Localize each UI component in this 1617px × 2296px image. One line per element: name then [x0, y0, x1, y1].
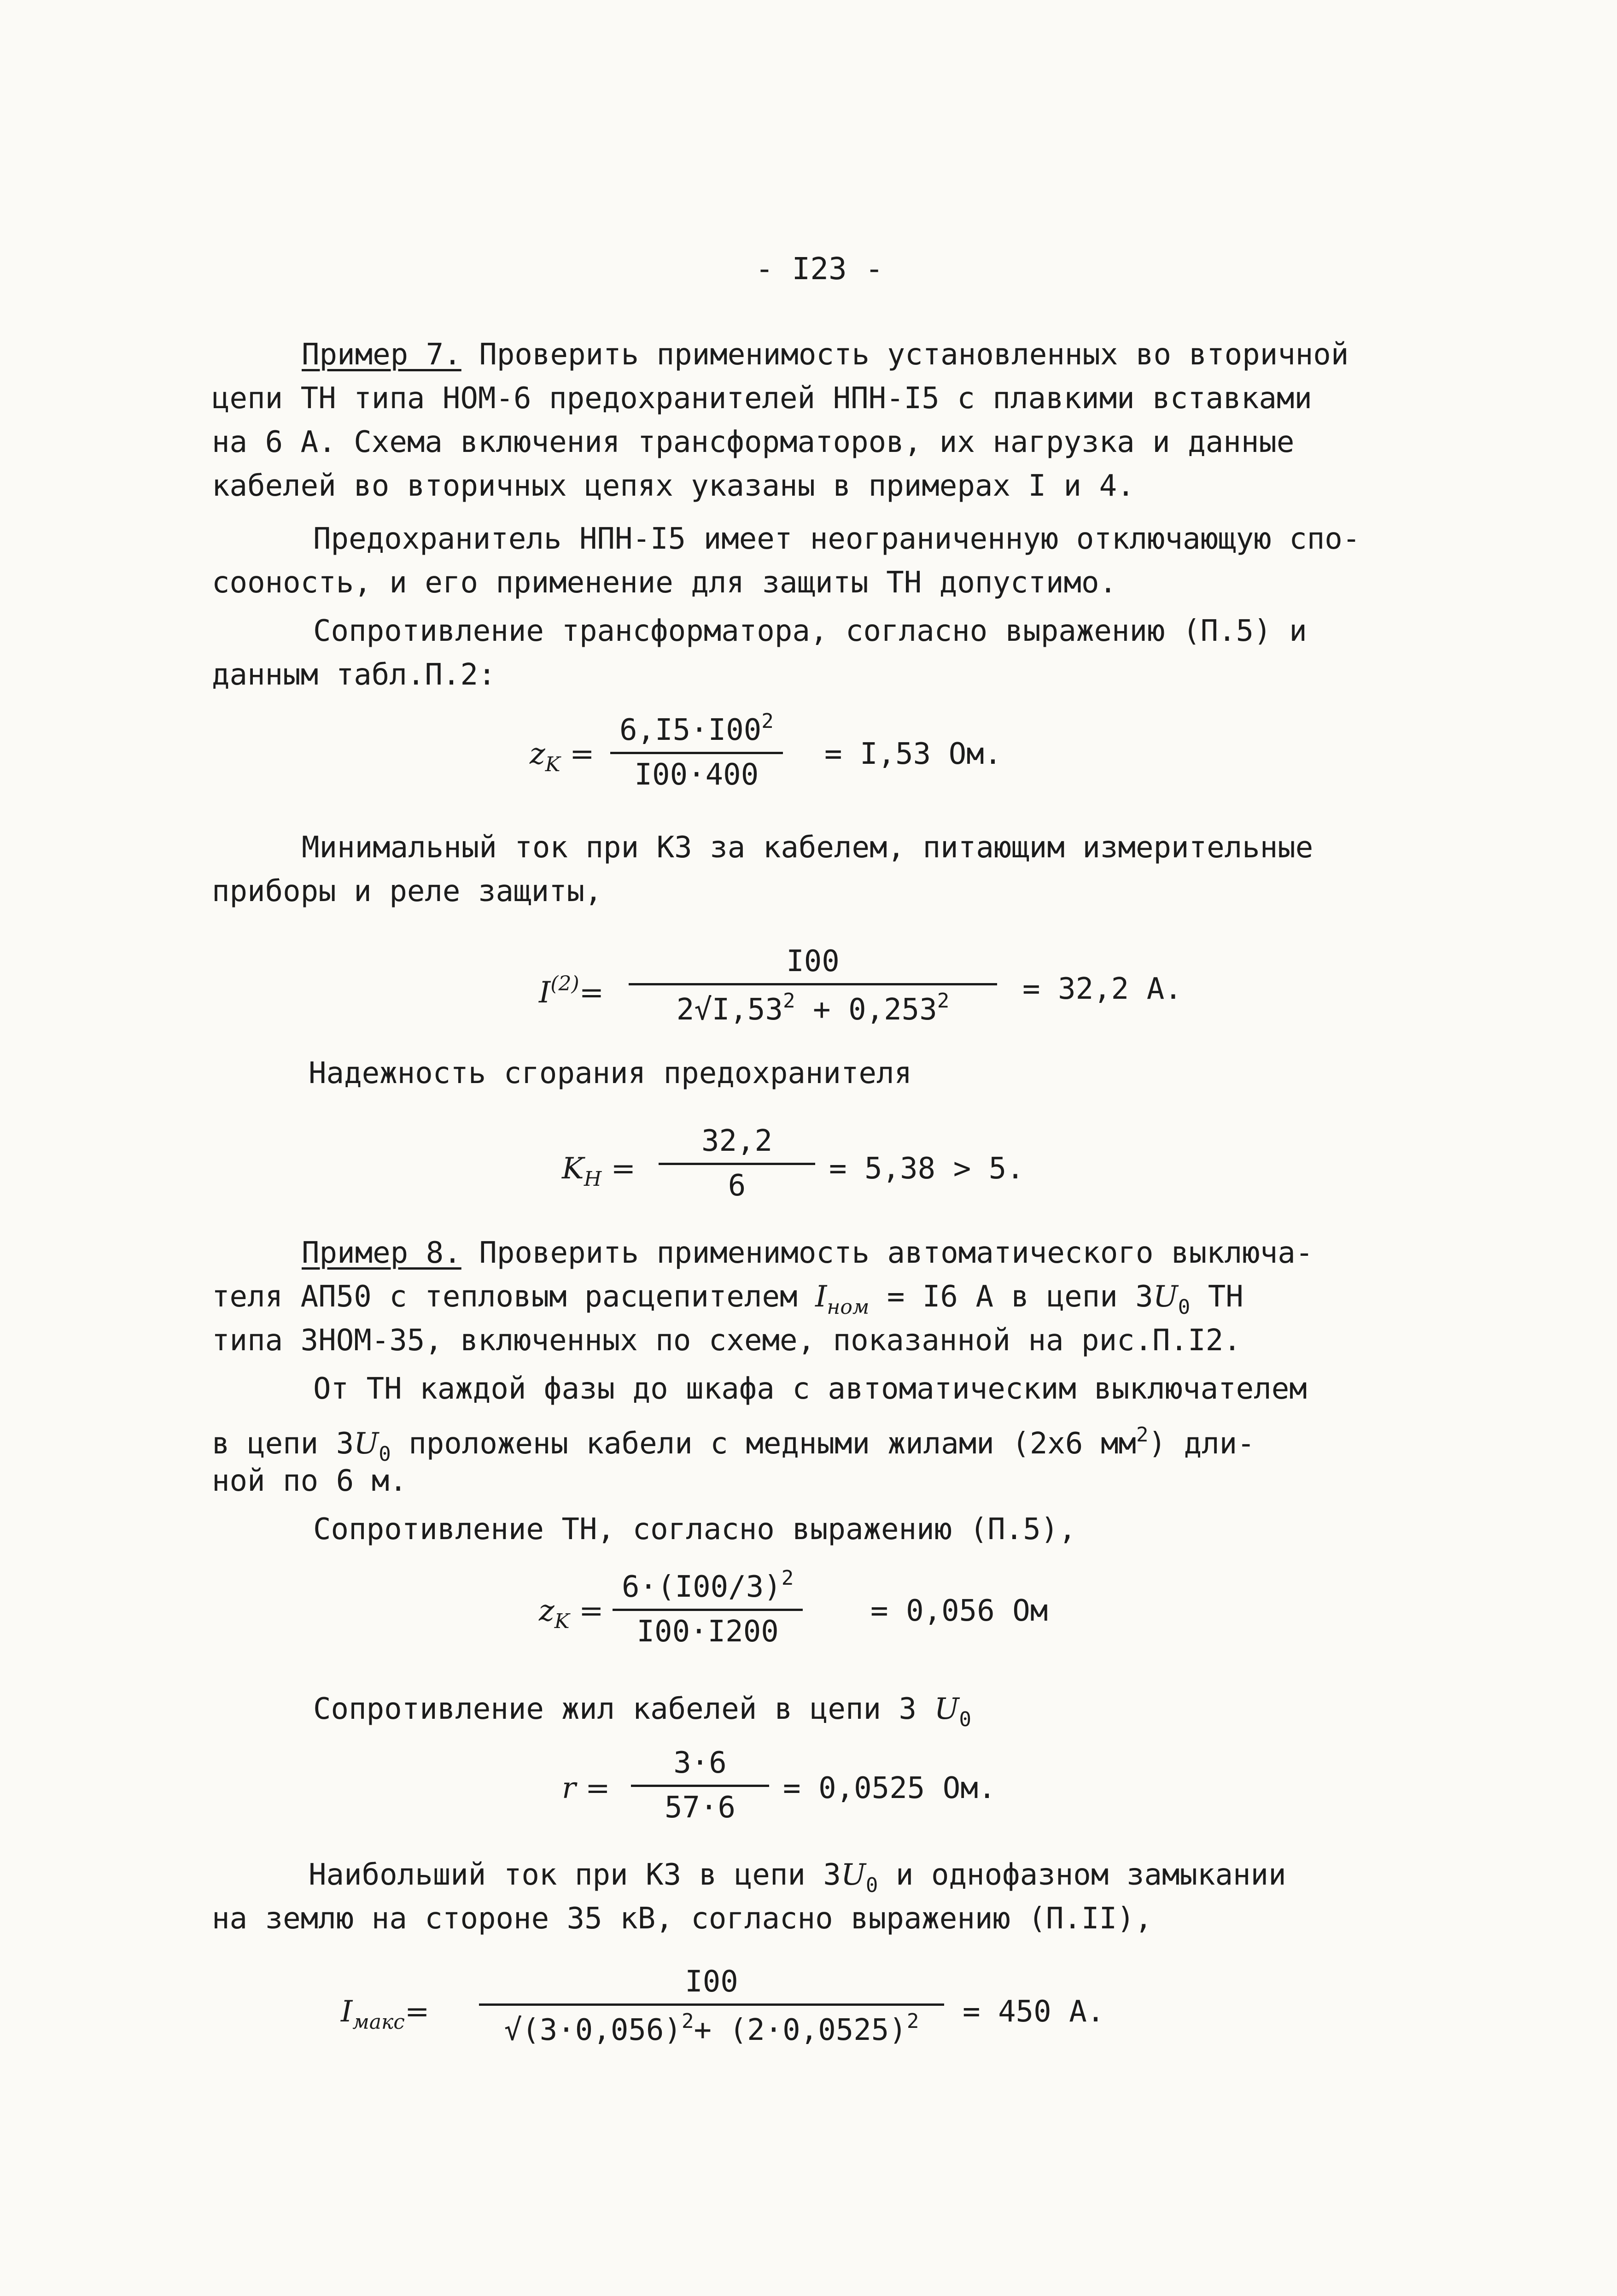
formula-lhs: $z_K$ =: [539, 1594, 604, 1633]
example-label: Пример 7.: [302, 338, 461, 372]
example-label: Пример 8.: [302, 1236, 461, 1270]
formula-lhs: $z_K$ =: [530, 737, 595, 776]
paragraph-line: типа ЗНОМ-35, включенных по схеме, показанной на рис.П.I2.: [212, 1324, 1241, 1358]
paragraph-line: Минимальный ток при КЗ за кабелем, питающим измерительные: [302, 831, 1313, 865]
formula-rhs: = 450 А.: [963, 1995, 1105, 2029]
paragraph-line: теля АП50 с тепловым расцепителем $I_{ном} = I6$ А в цепи $3U_0$ ТН: [212, 1280, 1243, 1319]
paragraph-line: [302, 1235, 1313, 1271]
paragraph-line: Наибольший ток при КЗ в цепи $3U_0$ и однофазном замыкании: [309, 1858, 1286, 1897]
paragraph-line: сооность, и его применение для защиты ТН допустимо.: [212, 566, 1117, 600]
formula-lhs: $K_Н$ =: [562, 1152, 636, 1191]
paragraph-line: приборы и реле защиты,: [212, 874, 602, 908]
formula-rhs: = 5,38 > 5.: [829, 1152, 1024, 1186]
formula-i2: [539, 944, 1276, 1041]
formula-lhs: r =: [562, 1771, 610, 1805]
paragraph-line: цепи ТН типа НОМ-6 предохранителей НПН-I5 с плавкими вставками: [212, 381, 1312, 416]
paragraph-line: От ТН каждой фазы до шкафа с автоматическим выключателем: [313, 1372, 1307, 1406]
paragraph-line: Сопротивление трансформатора, согласно выражению (П.5) и: [313, 614, 1307, 648]
formula-imaks: [341, 1965, 1216, 2066]
paragraph-line: на 6 А. Схема включения трансформаторов, их нагрузка и данные: [212, 425, 1295, 459]
paragraph-line: на землю на стороне 35 кВ, согласно выражению (П.II),: [212, 1902, 1153, 1936]
paragraph-line: Предохранитель НПН-I5 имеет неограниченную отключающую спо-: [313, 522, 1360, 556]
text-fragment: Проверить применимость установленных во вторичной: [479, 338, 1349, 372]
text-fragment: Проверить применимость автоматического выключа-: [479, 1236, 1313, 1270]
formula-rhs: = 0,056 Ом: [870, 1594, 1048, 1628]
formula-fraction: $\frac{32,2}{6}$: [659, 1124, 815, 1203]
formula-fraction: $\frac{I00}{√(3\cdot 0,056)^2+ (2\cdot 0,0525)^2}$: [479, 1965, 944, 2047]
formula-fraction: $\frac{3\cdot 6}{57\cdot 6}$: [631, 1746, 769, 1825]
paragraph-line: Надежность сгорания предохранителя: [309, 1056, 912, 1090]
paragraph-line: ной по 6 м.: [212, 1464, 407, 1498]
formula-rhs: = 0,0525 Ом.: [783, 1771, 996, 1805]
formula-zk-2: [539, 1566, 1138, 1663]
formula-fraction: $\frac{6,I5\cdot I00^2}{I00\cdot 400}$: [610, 709, 783, 792]
formula-lhs: $I_{макс}=$: [341, 1995, 430, 2034]
formula-lhs: $I^{(2)}=$: [539, 972, 604, 1010]
formula-kn: [562, 1124, 1161, 1216]
formula-fraction: $\frac{6\cdot(I00/3)^2}{I00\cdot I200}$: [613, 1566, 803, 1649]
paragraph-line: [302, 336, 1348, 373]
paragraph-line: кабелей во вторичных цепях указаны в примерах I и 4.: [212, 469, 1135, 503]
page-number: - I23 -: [755, 251, 884, 287]
formula-rhs: = I,53 Ом.: [824, 737, 1002, 771]
formula-fraction: $\frac{I00}{2√I,53^2 + 0,253^2}$: [629, 944, 997, 1027]
paragraph-line: в цепи $3U_0$ проложены кабели с медными жилами (2х6 $мм^2$) дли-: [212, 1423, 1255, 1466]
paragraph-line: данным табл.П.2:: [212, 658, 496, 692]
formula-zk-1: [530, 709, 1036, 806]
formula-r: [562, 1746, 1115, 1838]
paragraph-line: Сопротивление ТН, согласно выражению (П.5),: [313, 1512, 1076, 1546]
paragraph-line: Сопротивление жил кабелей в цепи 3 $U_0$: [313, 1692, 972, 1731]
formula-rhs: = 32,2 А.: [1022, 972, 1182, 1006]
